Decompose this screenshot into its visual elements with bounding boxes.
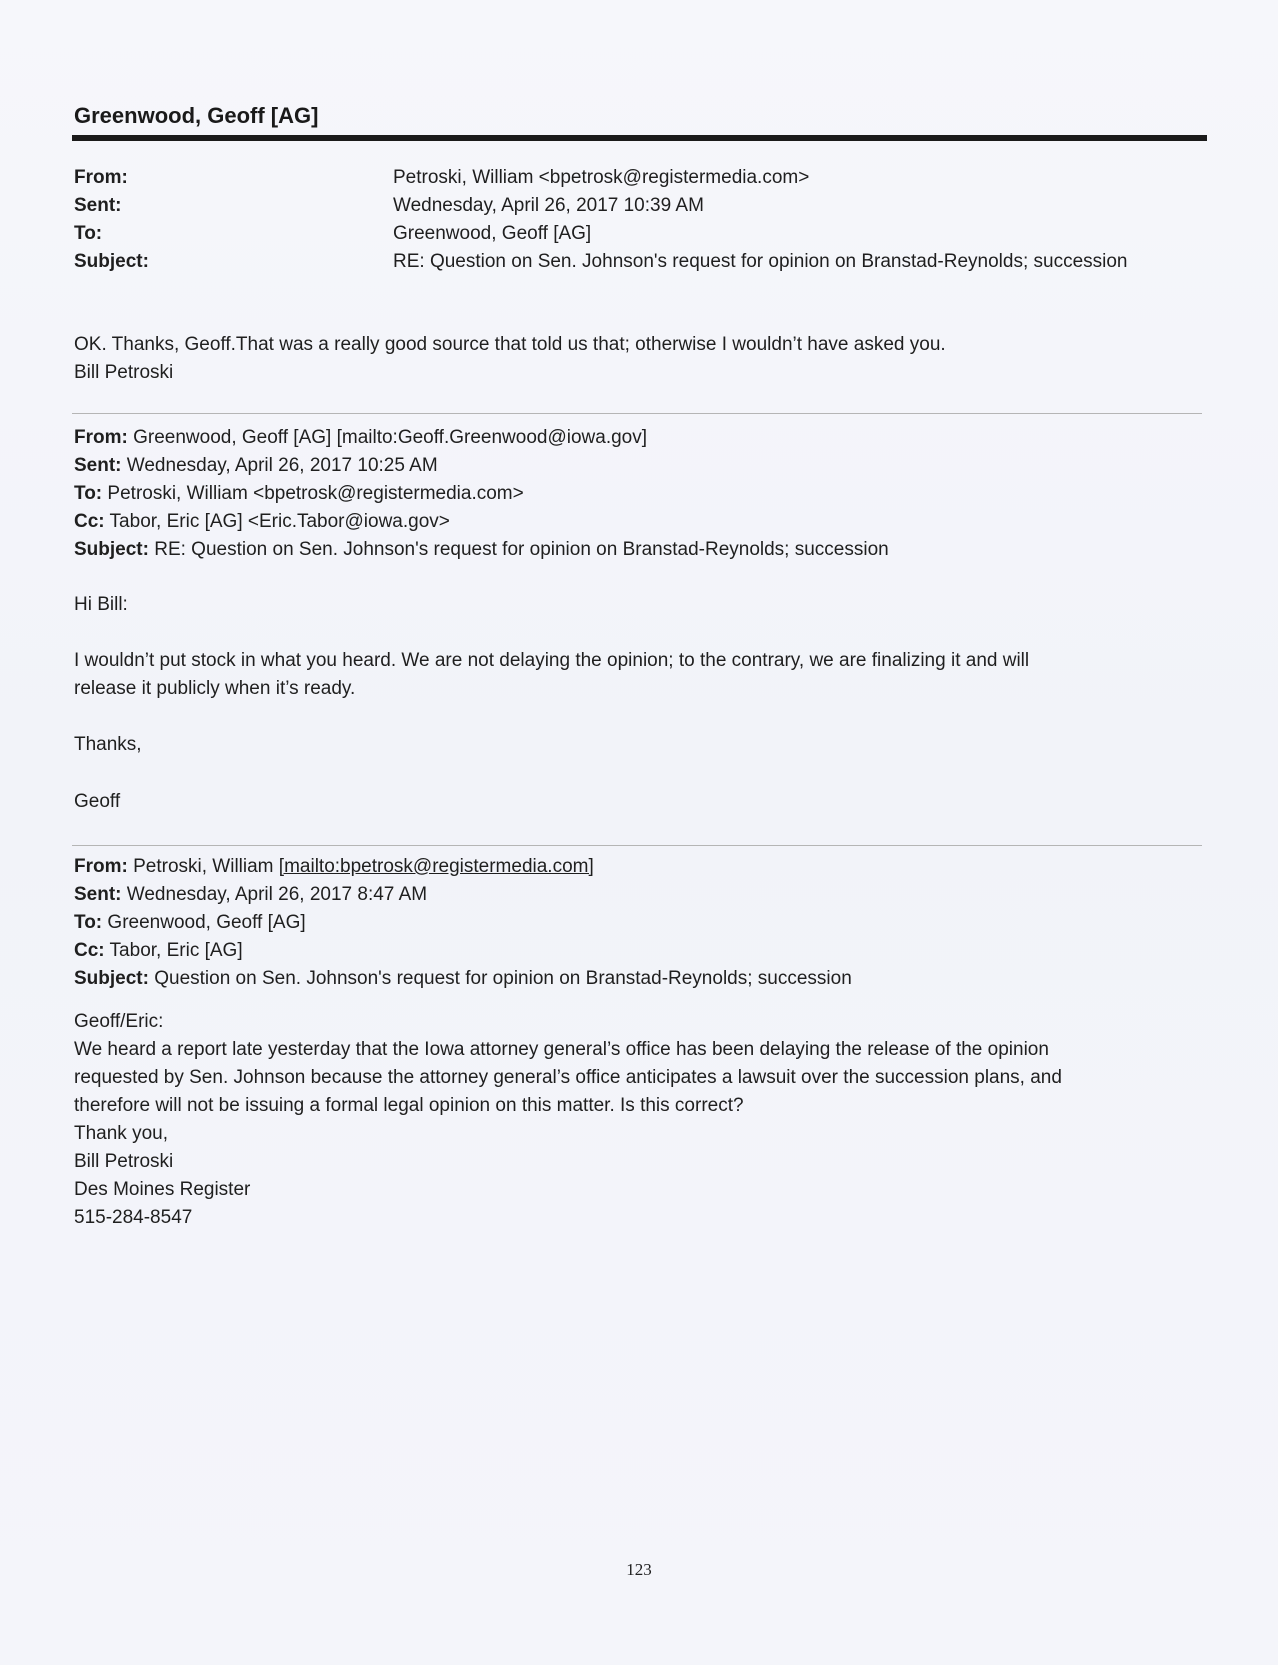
header-sent-row [74,192,1128,220]
msg2-to-line [74,480,889,508]
msg3-to-line [74,909,852,937]
msg2-subject-value: RE: Question on Sen. Johnson's request for opinion on Branstad-Reynolds; succession [148,539,889,560]
header-subject-row [74,248,1128,276]
document-owner-title: Greenwood, Geoff [AG] [74,103,319,128]
msg2-body [74,647,1029,703]
header-to-row [74,220,1128,248]
msg2-cc-line [74,508,889,536]
quoted-message-3 [74,853,852,993]
title-rule [72,135,1207,141]
msg3-subject-label: Subject: [74,968,149,989]
msg3-body-line: Thank you, [74,1123,168,1144]
msg2-greeting: Hi Bill: [74,594,128,615]
reply-signature: Bill Petroski [74,362,174,383]
msg2-from-line [74,424,889,452]
msg2-to-label: To: [74,483,103,504]
msg2-body-line: release it publicly when it’s ready. [74,678,356,699]
msg3-sent-line [74,881,852,909]
msg2-from-value: Greenwood, Geoff [AG] [mailto:Geoff.Greenwood@iowa.gov] [127,427,648,448]
msg3-body [74,1008,1062,1232]
from-value: Petroski, William <bpetrosk@registermedia.com> [393,167,810,188]
msg3-cc-label: Cc: [74,940,105,961]
subject-value: RE: Question on Sen. Johnson's request for opinion on Branstad-Reynolds; succession [393,251,1128,272]
msg2-from-label: From: [74,427,128,448]
msg3-from-value: Petroski, William [127,856,279,877]
reply-line: OK. Thanks, Geoff.That was a really good source that told us that; otherwise I wouldn’t have asked you. [74,334,946,355]
msg3-body-line: Bill Petroski [74,1151,174,1172]
msg2-cc-value: Tabor, Eric [AG] <Eric.Tabor@iowa.gov> [104,511,450,532]
msg3-from-line [74,853,852,881]
header-from-row [74,164,1128,192]
msg2-closing: Thanks, [74,734,142,755]
msg3-body-line: therefore will not be issuing a formal legal opinion on this matter. Is this correct? [74,1095,744,1116]
to-label: To: [74,223,103,244]
message-divider [72,845,1202,846]
msg3-body-line: requested by Sen. Johnson because the attorney general’s office anticipates a lawsuit over the succession plans, and [74,1067,1062,1088]
msg3-body-line: 515-284-8547 [74,1207,193,1228]
page-number: 123 [626,1560,652,1579]
msg2-sent-value: Wednesday, April 26, 2017 10:25 AM [121,455,438,476]
to-value: Greenwood, Geoff [AG] [393,223,592,244]
sent-label: Sent: [74,195,122,216]
reply-body [74,331,946,387]
msg3-mailto-link[interactable]: [mailto:bpetrosk@registermedia.com] [278,856,594,877]
msg2-body-line: I wouldn’t put stock in what you heard. We are not delaying the opinion; to the contrary, we are finalizing it and will [74,650,1030,671]
msg3-subject-value: Question on Sen. Johnson's request for opinion on Branstad-Reynolds; succession [148,968,852,989]
message-divider [72,413,1202,414]
msg3-to-value: Greenwood, Geoff [AG] [102,912,306,933]
msg3-subject-line [74,965,852,993]
quoted-message-2 [74,424,889,564]
msg2-sent-line [74,452,889,480]
msg3-to-label: To: [74,912,103,933]
subject-label: Subject: [74,251,149,272]
sent-value: Wednesday, April 26, 2017 10:39 AM [393,195,704,216]
msg2-subject-line [74,536,889,564]
msg3-cc-value: Tabor, Eric [AG] [104,940,243,961]
msg2-cc-label: Cc: [74,511,105,532]
msg3-body-line: We heard a report late yesterday that the Iowa attorney general’s office has been delaying the release of the opinion [74,1039,1049,1060]
msg3-from-label: From: [74,856,128,877]
msg3-cc-line [74,937,852,965]
msg2-signature: Geoff [74,791,121,812]
from-label: From: [74,167,128,188]
msg2-subject-label: Subject: [74,539,149,560]
email-header [74,164,1128,276]
msg3-body-line: Geoff/Eric: [74,1011,164,1032]
msg2-to-value: Petroski, William <bpetrosk@registermedia.com> [102,483,524,504]
msg3-sent-value: Wednesday, April 26, 2017 8:47 AM [121,884,428,905]
msg3-sent-label: Sent: [74,884,122,905]
msg2-sent-label: Sent: [74,455,122,476]
msg3-body-line: Des Moines Register [74,1179,251,1200]
